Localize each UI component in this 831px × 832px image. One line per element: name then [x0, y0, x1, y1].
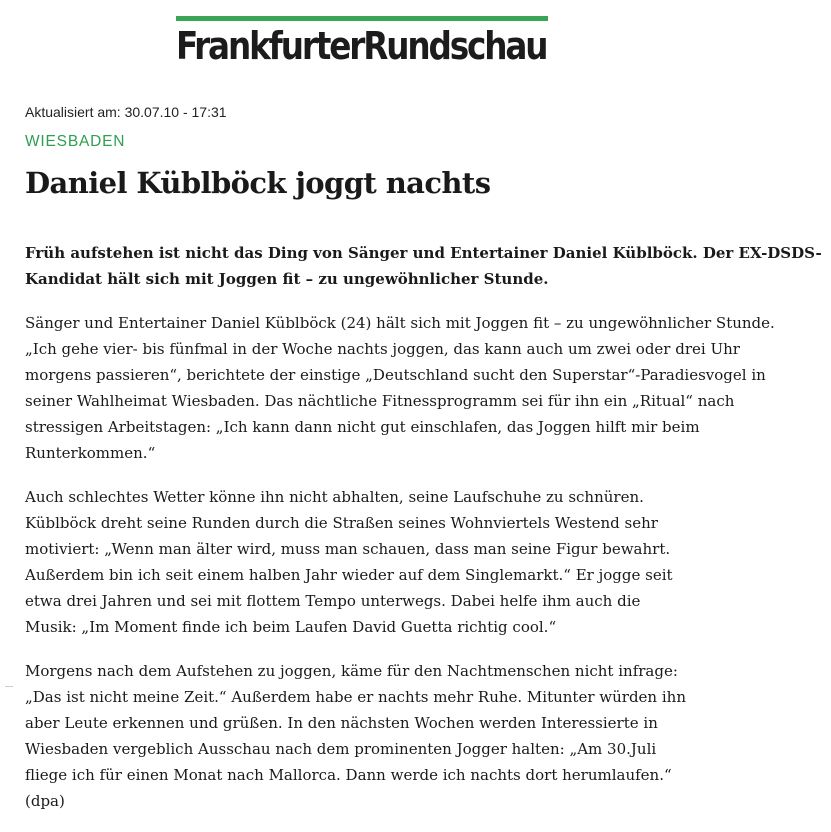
article-paragraph-2 [25, 484, 815, 640]
article-paragraph-3 [25, 658, 815, 814]
paragraph-line: etwa drei Jahren und sei mit flottem Tempo unterwegs. Dabei helfe ihm auch die [25, 592, 641, 610]
article-lead [25, 240, 822, 292]
paragraph-line: „Ich gehe vier- bis fünfmal in der Woche nachts joggen, das kann auch um zwei oder drei Uhr [25, 340, 740, 358]
paragraph-line: motiviert: „Wenn man älter wird, muss man schauen, dass man seine Figur bewahrt. [25, 540, 671, 558]
paragraph-line: aber Leute erkennen und grüßen. In den nächsten Wochen werden Interessierte in [25, 714, 658, 732]
updated-timestamp: Aktualisiert am: 30.07.10 - 17:31 [25, 104, 227, 120]
lead-line: Kandidat hält sich mit Joggen fit – zu ungewöhnlicher Stunde. [25, 270, 549, 288]
margin-divider [5, 686, 13, 687]
paragraph-line: Küblböck dreht seine Runden durch die Straßen seines Wohnviertels Westend sehr [25, 514, 658, 532]
paragraph-line: (dpa) [25, 792, 65, 810]
paragraph-line: morgens passieren“, berichtete der einstige „Deutschland sucht den Superstar“-Paradiesvogel in [25, 366, 766, 384]
paragraph-line: Außerdem bin ich seit einem halben Jahr wieder auf dem Singlemarkt.“ Er jogge seit [25, 566, 673, 584]
ressort-link[interactable]: WIESBADEN [25, 133, 126, 150]
article-paragraph-1 [25, 310, 815, 466]
masthead-accent-bar [176, 16, 548, 21]
article-body [25, 240, 822, 832]
site-logo[interactable]: FrankfurterRundschau [176, 24, 547, 68]
paragraph-line: Wiesbaden vergeblich Ausschau nach dem prominenten Jogger halten: „Am 30.Juli [25, 740, 657, 758]
article-headline: Daniel Küblböck joggt nachts [25, 166, 491, 200]
paragraph-line: Runterkommen.“ [25, 444, 156, 462]
paragraph-line: „Das ist nicht meine Zeit.“ Außerdem habe er nachts mehr Ruhe. Mitunter würden ihn [25, 688, 686, 706]
paragraph-line: stressigen Arbeitstagen: „Ich kann dann nicht gut einschlafen, das Joggen hilft mir beim [25, 418, 700, 436]
paragraph-line: fliege ich für einen Monat nach Mallorca. Dann werde ich nachts dort herumlaufen.“ [25, 766, 672, 784]
paragraph-line: seiner Wahlheimat Wiesbaden. Das nächtliche Fitnessprogramm sei für ihn ein „Ritual“ nach [25, 392, 735, 410]
paragraph-line: Auch schlechtes Wetter könne ihn nicht abhalten, seine Laufschuhe zu schnüren. [25, 488, 644, 506]
paragraph-line: Musik: „Im Moment finde ich beim Laufen David Guetta richtig cool.“ [25, 618, 557, 636]
lead-line: Früh aufstehen ist nicht das Ding von Sänger und Entertainer Daniel Küblböck. Der EX-DSDS- [25, 244, 822, 262]
paragraph-line: Sänger und Entertainer Daniel Küblböck (24) hält sich mit Joggen fit – zu ungewöhnlicher Stunde. [25, 314, 775, 332]
paragraph-line: Morgens nach dem Aufstehen zu joggen, käme für den Nachtmenschen nicht infrage: [25, 662, 678, 680]
